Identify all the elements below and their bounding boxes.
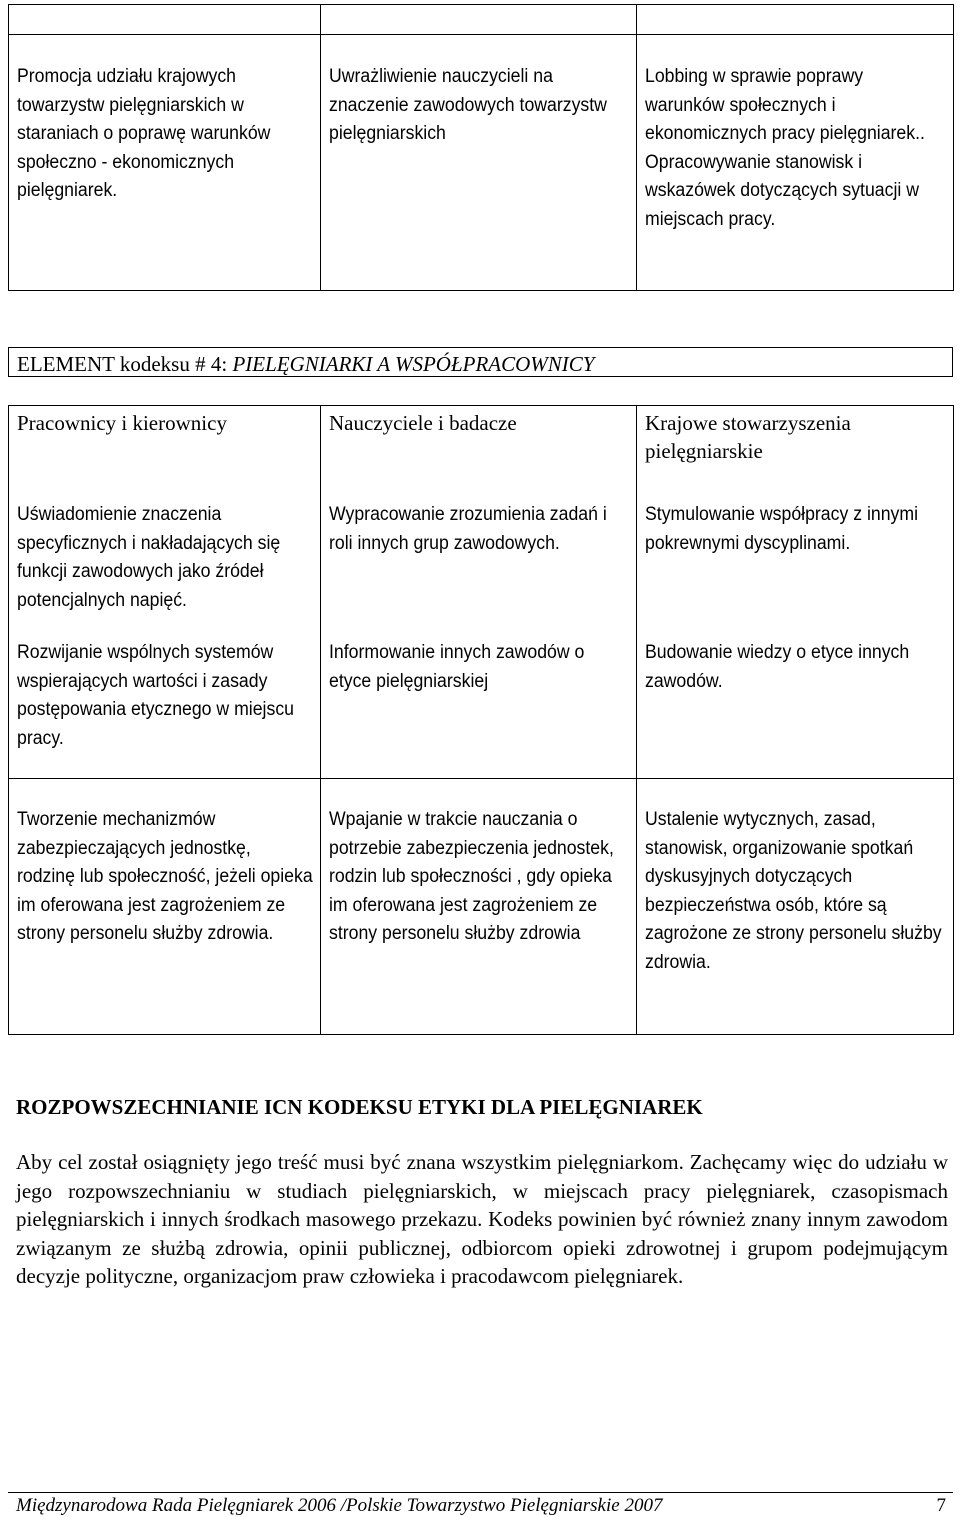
top-header-cell-2 bbox=[321, 5, 637, 35]
mid-col-3-para-2: Budowanie wiedzy o etyce innych zawodów. bbox=[645, 642, 910, 692]
element-header-prefix: ELEMENT kodeksu # 4: bbox=[17, 352, 233, 376]
page-number: 7 bbox=[936, 1495, 946, 1516]
top-table-header-row bbox=[9, 5, 954, 35]
bottom-cell-3-text: Ustalenie wytycznych, zasad, stanowisk, organizowanie spotkań dyskusyjnych dotyczących bezpieczeństwa osób, które są zagrożone ze strony personelu służby zdrowia. bbox=[645, 809, 942, 973]
section-body: Aby cel został osiągnięty jego treść musi być znana wszystkim pielęgniarkom. Zachęcamy więc do udziału w jego rozpowszechnianiu w studiach pielęgniarskich, w miejscach pracy pielęgniarek, czasopismach pielęgniarskich i innych środkach masowego przekazu. Kodeks powinien być również znany innym zawodom związanym ze służbą zdrowia, opinii publicznej, odbiorcom opieki zdrowotnej i grupom podejmującym decyzje polityczne, organizacjom praw człowieka i pracodawcom pielęgniarek. bbox=[16, 1150, 948, 1288]
top-cell-2 bbox=[321, 35, 637, 291]
bottom-cell-1 bbox=[9, 779, 321, 1035]
footer-divider bbox=[8, 1492, 953, 1493]
top-header-cell-1 bbox=[9, 5, 321, 35]
top-header-cell-3 bbox=[637, 5, 954, 35]
bottom-table-row bbox=[9, 779, 954, 1035]
mid-col-2-para-1: Wypracowanie zrozumienia zadań i roli innych grup zawodowych. bbox=[329, 504, 607, 554]
mid-col-1-para-2: Rozwijanie wspólnych systemów wspierających wartości i zasady postępowania etycznego w miejscu pracy. bbox=[17, 642, 294, 749]
column-header-2: Nauczyciele i badacze bbox=[329, 411, 517, 435]
mid-col-1-para-1: Uświadomienie znaczenia specyficznych i nakładających się funkcji zawodowych jako źródeł potencjalnych napięć. bbox=[17, 504, 281, 611]
bottom-cell-2-text: Wpajanie w trakcie nauczania o potrzebie zabezpieczenia jednostek, rodzin lub społeczności , gdy opieka im oferowana jest zagrożeniem ze strony personelu służby zdrowia bbox=[329, 809, 614, 944]
bottom-cell-3 bbox=[637, 779, 954, 1035]
element-header-title: PIELĘGNIARKI A WSPÓŁPRACOWNICY bbox=[232, 352, 595, 376]
bottom-cell-1-text: Tworzenie mechanizmów zabezpieczających jednostkę, rodzinę lub społeczność, jeżeli opieka im oferowana jest zagrożeniem ze strony personelu służby zdrowia. bbox=[17, 809, 313, 944]
bottom-cell-2 bbox=[321, 779, 637, 1035]
top-cell-1-text: Promocja udziału krajowych towarzystw pielęgniarskich w staraniach o poprawę warunków społeczno - ekonomicznych pielęgniarek. bbox=[17, 66, 271, 201]
top-cell-3 bbox=[637, 35, 954, 291]
top-cell-3-text: Lobbing w sprawie poprawy warunków społecznych i ekonomicznych pracy pielęgniarek.. Opracowywanie stanowisk i wskazówek dotyczących sytuacji w miejscach pracy. bbox=[645, 66, 925, 230]
top-cell-2-text: Uwrażliwienie nauczycieli na znaczenie zawodowych towarzystw pielęgniarskich bbox=[329, 66, 607, 144]
column-header-3: Krajowe stowarzyszenia pielęgniarskie bbox=[645, 411, 851, 463]
section-title: ROZPOWSZECHNIANIE ICN KODEKSU ETYKI DLA PIELĘGNIAREK bbox=[16, 1095, 703, 1119]
column-header-1: Pracownicy i kierownicy bbox=[17, 411, 227, 435]
top-table-body-row bbox=[9, 35, 954, 291]
mid-col-3 bbox=[637, 406, 954, 779]
top-table bbox=[8, 4, 954, 291]
mid-col-3-para-1: Stymulowanie współpracy z innymi pokrewnymi dyscyplinami. bbox=[645, 504, 919, 554]
element-4-table bbox=[8, 405, 954, 779]
mid-col-2 bbox=[321, 406, 637, 779]
footer-text: Międzynarodowa Rada Pielęgniarek 2006 /Polskie Towarzystwo Pielęgniarskie 2007 bbox=[16, 1495, 663, 1516]
mid-col-1 bbox=[9, 406, 321, 779]
mid-col-2-para-2: Informowanie innych zawodów o etyce pielęgniarskiej bbox=[329, 642, 585, 692]
top-cell-1 bbox=[9, 35, 321, 291]
bottom-table bbox=[8, 778, 954, 1035]
element-header bbox=[8, 347, 953, 377]
element-4-row bbox=[9, 406, 954, 779]
